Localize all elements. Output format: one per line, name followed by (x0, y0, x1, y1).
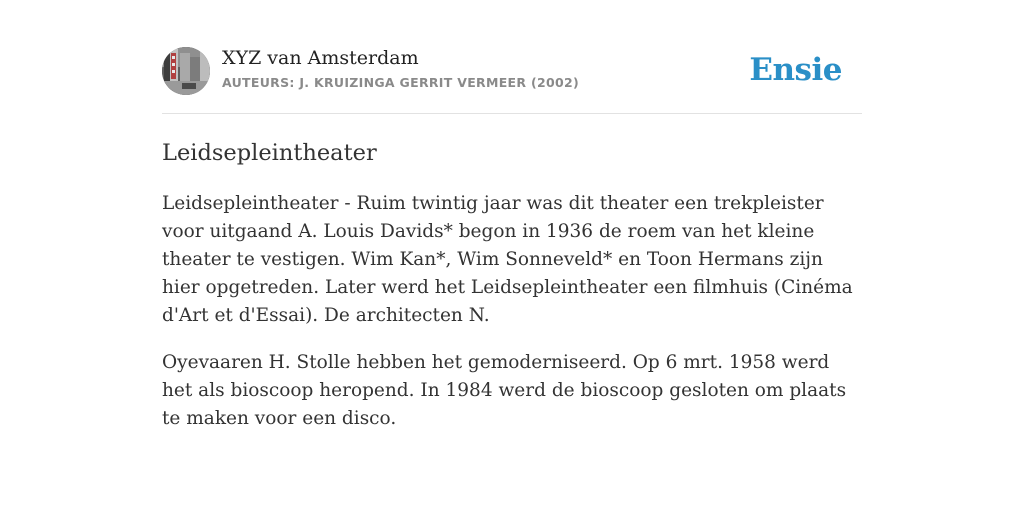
article-title: Leidsepleintheater (162, 140, 377, 166)
street-photo-icon (162, 47, 210, 95)
source-header (162, 46, 862, 96)
source-authors: AUTEURS: J. KRUIZINGA GERRIT VERMEER (2002) (222, 75, 579, 90)
ensie-logo[interactable]: Ensie (749, 52, 842, 88)
article-paragraph: Leidsepleintheater - Ruim twintig jaar was dit theater een trekpleister voor uitgaand A. Louis Davids* begon in 1936 de roem van het kleine theater te vestigen. Wim Kan*, Wim Sonneveld* en Toon Hermans zijn hier opgetreden. Later werd het Leidsepleintheater een filmhuis (Cinéma d'Art et d'Essai). De architecten N. (162, 193, 853, 326)
header-divider (162, 113, 862, 114)
article-body (162, 190, 862, 452)
source-avatar[interactable] (162, 47, 210, 95)
source-title[interactable]: XYZ van Amsterdam (222, 47, 419, 69)
article-paragraph: Oyevaaren H. Stolle hebben het gemoderniseerd. Op 6 mrt. 1958 werd het als bioscoop heropend. In 1984 werd de bioscoop gesloten om plaats te maken voor een disco. (162, 352, 847, 429)
